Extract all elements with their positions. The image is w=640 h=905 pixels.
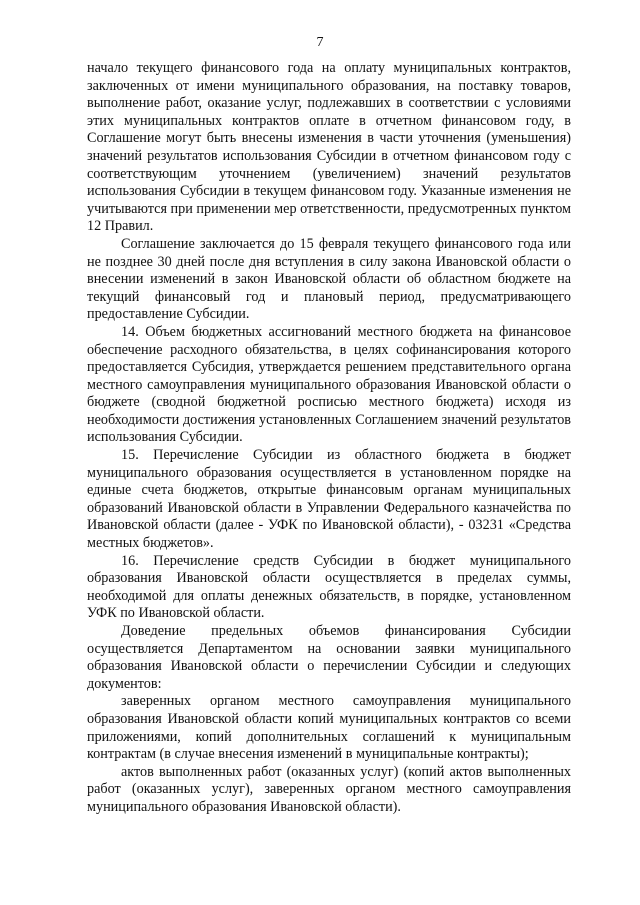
paragraph-contract-copies: заверенных органом местного самоуправления муниципального образования Ивановской области копий муниципальных контрактов со всеми приложениями, копий дополнительных соглашений к муниципальным контрактам (в случае внесения изменений в муниципальные контракты); [87,693,571,763]
document-body [87,60,571,817]
paragraph-item-14: 14. Объем бюджетных ассигнований местного бюджета на финансовое обеспечение расходного обязательства, в целях софинансирования которого предоставляется Субсидия, утверждается решением представительного органа местного самоуправления муниципального образования Ивановской области о бюджете (сводной бюджетной росписью местного бюджета) исходя из необходимости достижения установленных Соглашением значений результатов использования Субсидии. [87,323,571,446]
paragraph-agreement-deadline: Соглашение заключается до 15 февраля текущего финансового года или не позднее 30 дней после дня вступления в силу закона Ивановской области о внесении изменений в закон Ивановской области об областном бюджете на текущий финансовый год и плановый период, предусматривающего предоставление Субсидии. [87,235,571,323]
paragraph-work-acts: актов выполненных работ (оказанных услуг) (копий актов выполненных работ (оказанных услуг), заверенных органом местного самоуправления муниципального образования Ивановской области). [87,763,571,815]
paragraph-funding-limits: Доведение предельных объемов финансирования Субсидии осуществляется Департаментом на основании заявки муниципального образования Ивановской области о перечислении Субсидии и следующих документов: [87,623,571,692]
paragraph-item-15: 15. Перечисление Субсидии из областного бюджета в бюджет муниципального образования осуществляется в установленном порядке на единые счета бюджетов, открытые финансовым органам муниципальных образований Ивановской области в Управлении Федерального казначейства по Ивановской области (далее - УФК по Ивановской области), - 03231 «Средства местных бюджетов». [87,447,571,552]
paragraph-continuation: начало текущего финансового года на оплату муниципальных контрактов, заключенных от имени муниципального образования, на поставку товаров, выполнение работ, оказание услуг, подлежавших в соответствии с условиями этих муниципальных контрактов оплате в отчетном финансовом году, в Соглашение могут быть внесены изменения в части уточнения (уменьшения) значений результатов использования Субсидии в отчетном финансовом году с соответствующим уточнением (увеличением) значений результатов использования Субсидии в текущем финансовом году. Указанные изменения не учитываются при применении мер ответственности, предусмотренных пунктом 12 Правил. [87,60,571,235]
paragraph-item-16: 16. Перечисление средств Субсидии в бюджет муниципального образования Ивановской области осуществляется в пределах суммы, необходимой для оплаты денежных обязательств, в порядке, установленном УФК по Ивановской области. [87,552,571,622]
page-number: 7 [316,35,324,50]
